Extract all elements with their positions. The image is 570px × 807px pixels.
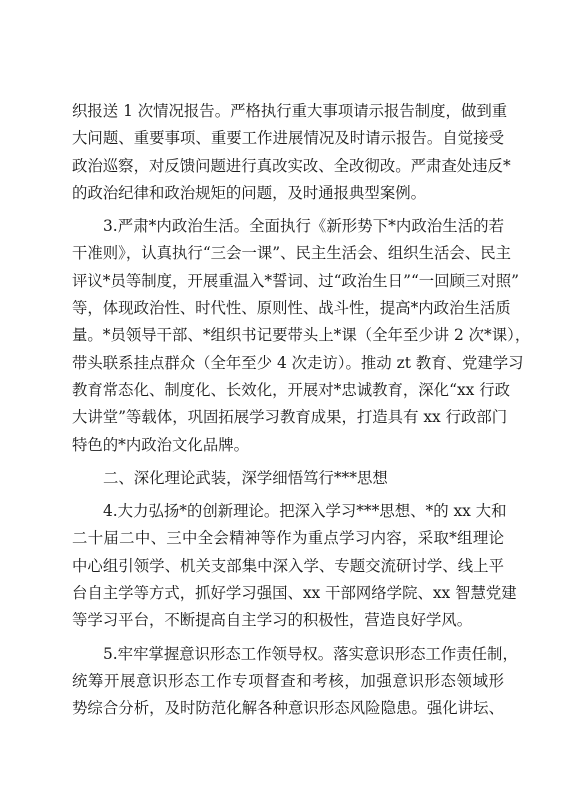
text-line: 带头联系挂点群众（全年至少 4 次走访）。推动 zt 教育、党建学习 — [72, 353, 524, 372]
text-line: 势综合分析，及时防范化解各种意识形态风险隐患。强化讲坛、 — [72, 699, 504, 718]
text-line: 二十届二中、三中全会精神等作为重点学习内容，采取*组理论 — [72, 529, 504, 548]
paragraph-4-first-line: 4.大力弘扬*的创新理论。把深入学习***思想、*的 xx 大和 — [103, 502, 507, 521]
text-line: 教育常态化、制度化、长效化，开展对*忠诚教育，深化“xx 行政 — [72, 380, 510, 399]
text-line: 台自主学等方式，抓好学习强国、xx 干部网络学院、xx 智慧党建 — [72, 584, 517, 603]
paragraph-5-first-line: 5.牢牢掌握意识形态工作领导权。落实意识形态工作责任制， — [103, 644, 518, 663]
text-line: 政治巡察，对反馈问题进行真改实改、全改彻改。严肃查处违反* — [72, 156, 511, 175]
paragraph-3-first-line: 3.严肃*内政治生活。全面执行《新形势下*内政治生活的若 — [103, 217, 504, 236]
text-line: 特色的*内政治文化品牌。 — [72, 435, 249, 454]
text-line: 等，体现政治性、时代性、原则性、战斗性，提高*内政治生活质 — [72, 299, 511, 318]
text-line: 织报送 1 次情况报告。严格执行重大事项请示报告制度，做到重 — [72, 102, 508, 120]
text-line: 统筹开展意识形态工作专项督查和考核，加强意识形态领域形 — [72, 671, 504, 690]
text-line: 量。*员领导干部、*组织书记要带头上*课（全年至少讲 2 次*课）， — [72, 326, 531, 345]
text-line: 干准则》，认真执行“三会一课”、民主生活会、组织生活会、民主 — [72, 244, 511, 263]
text-line: 的政治纪律和政治规矩的问题，及时通报典型案例。 — [72, 183, 426, 202]
text-line: 评议*员等制度，开展重温入*誓词、过“政治生日”“一回顾三对照” — [72, 271, 520, 290]
document-body — [72, 98, 531, 723]
section-heading: 二、深化理论武装，深学细悟笃行***思想 — [103, 468, 388, 487]
text-line: 大问题、重要事项、重要工作进展情况及时请示报告。自觉接受 — [72, 129, 504, 148]
text-line: 中心组引领学、机关支部集中深入学、专题交流研讨学、线上平 — [72, 556, 504, 575]
text-line: 等学习平台，不断提高自主学习的积极性，营造良好学风。 — [72, 611, 473, 630]
text-line: 大讲堂”等载体，巩固拓展学习教育成果，打造具有 xx 行政部门 — [72, 408, 508, 427]
